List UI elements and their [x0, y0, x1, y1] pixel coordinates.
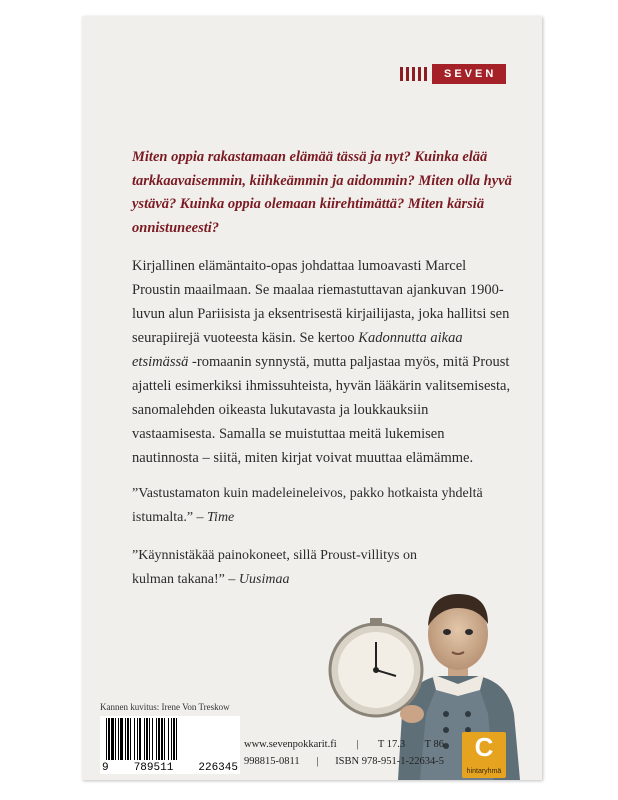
barcode-bar — [176, 718, 177, 760]
barcode-bar — [127, 718, 129, 760]
publisher-logo — [400, 64, 506, 84]
barcode-bar — [161, 718, 163, 760]
barcode-bar — [130, 718, 131, 760]
barcode-bar — [168, 718, 169, 760]
barcode-bar — [158, 718, 160, 760]
barcode-bar — [111, 718, 114, 760]
barcode-bar — [149, 718, 150, 760]
logo-bars — [400, 67, 427, 81]
website: www.sevenpokkarit.fi — [244, 739, 337, 750]
description-part-1: Kirjallinen elämäntaito-opas johdattaa lumoavasti Marcel Proustin maailmaan. Se maalaa riemastuttavan ajankuvan 1900-luvun alun Pariisista ja eksentrisestä kirjailijasta, joka hallitsi sen seurapiirejä vuoteesta käsin. Se kertoo — [132, 258, 510, 346]
book-description — [132, 254, 512, 470]
quote-2-source: Uusimaa — [238, 572, 290, 587]
barcode-bar — [120, 718, 123, 760]
book-back-cover — [82, 16, 542, 780]
contact-row-1: www.sevenpokkarit.fi | T 17.3 T 86 — [244, 736, 444, 753]
barcode-digits — [100, 762, 240, 774]
barcode-bar — [152, 718, 153, 760]
barcode-bar — [164, 718, 165, 760]
barcode-bar — [118, 718, 119, 760]
novel-title: Kadonnutta aikaa etsimässä — [132, 330, 463, 370]
barcode-bar — [146, 718, 148, 760]
description-part-2: -romaanin synnystä, mutta paljastaa myös, mitä Proust ajatteli esimerkiksi ihmissuhteista, hyvän lääkärin valitsemisesta, sanomalehden oikeasta lukutavasta ja loukkauksiin vastaamisesta. Samalla se muistuttaa meitä lukemisen nautinnosta – siitä, miten kirjat voivat muuttaa elämämme. — [132, 354, 511, 466]
price-group-text: hintaryhmä — [466, 768, 502, 775]
cover-credit: Kannen kuvitus: Irene Von Treskow — [100, 702, 230, 712]
barcode-bar — [134, 718, 135, 760]
review-quote-1 — [132, 482, 512, 530]
quote-2-text: ”Käynnistäkää painokoneet, sillä Proust-villitys on kulman takana!” – — [132, 548, 418, 587]
price-group-letter: C — [474, 732, 494, 762]
class-code-2: T 86 — [424, 739, 444, 750]
product-code: 998815-0811 — [244, 756, 300, 767]
barcode-bar — [108, 718, 110, 760]
barcode-bar — [115, 718, 116, 760]
price-group-logo — [462, 732, 506, 778]
contact-row-2: 998815-0811 | ISBN 978-951-1-22634-5 — [244, 753, 444, 770]
class-code-1: T 17.3 — [377, 739, 406, 750]
barcode-bar — [139, 718, 141, 760]
isbn: ISBN 978-951-1-22634-5 — [335, 756, 444, 767]
barcode-bar — [125, 718, 126, 760]
barcode-digit-group-2: 226345 — [198, 762, 238, 774]
intro-questions: Miten oppia rakastamaan elämää tässä ja nyt? Kuinka elää tarkkaavaisemmin, kiihkeämmin ja aidommin? Miten olla hyvä ystävä? Kuinka oppia olemaan kiirehtimättä? Miten kärsiä onnistuneesti? — [132, 149, 512, 236]
barcode-bar — [173, 718, 175, 760]
barcode-bar — [171, 718, 172, 760]
quote-1-source: Time — [207, 510, 235, 525]
barcode-digit-group-1: 789511 — [133, 762, 174, 774]
barcode-bars — [100, 716, 240, 762]
isbn-barcode — [100, 716, 240, 774]
publisher-name: SEVEN — [432, 64, 506, 84]
quote-1-text: ”Vastustamaton kuin madeleineleivos, pakko hotkaista yhdeltä istumalta.” – — [132, 486, 483, 525]
barcode-bar — [137, 718, 138, 760]
barcode-digit-prefix: 9 — [102, 762, 109, 774]
barcode-bar — [156, 718, 157, 760]
barcode-bar — [144, 718, 145, 760]
publisher-contact — [244, 736, 444, 770]
barcode-bar — [106, 718, 107, 760]
